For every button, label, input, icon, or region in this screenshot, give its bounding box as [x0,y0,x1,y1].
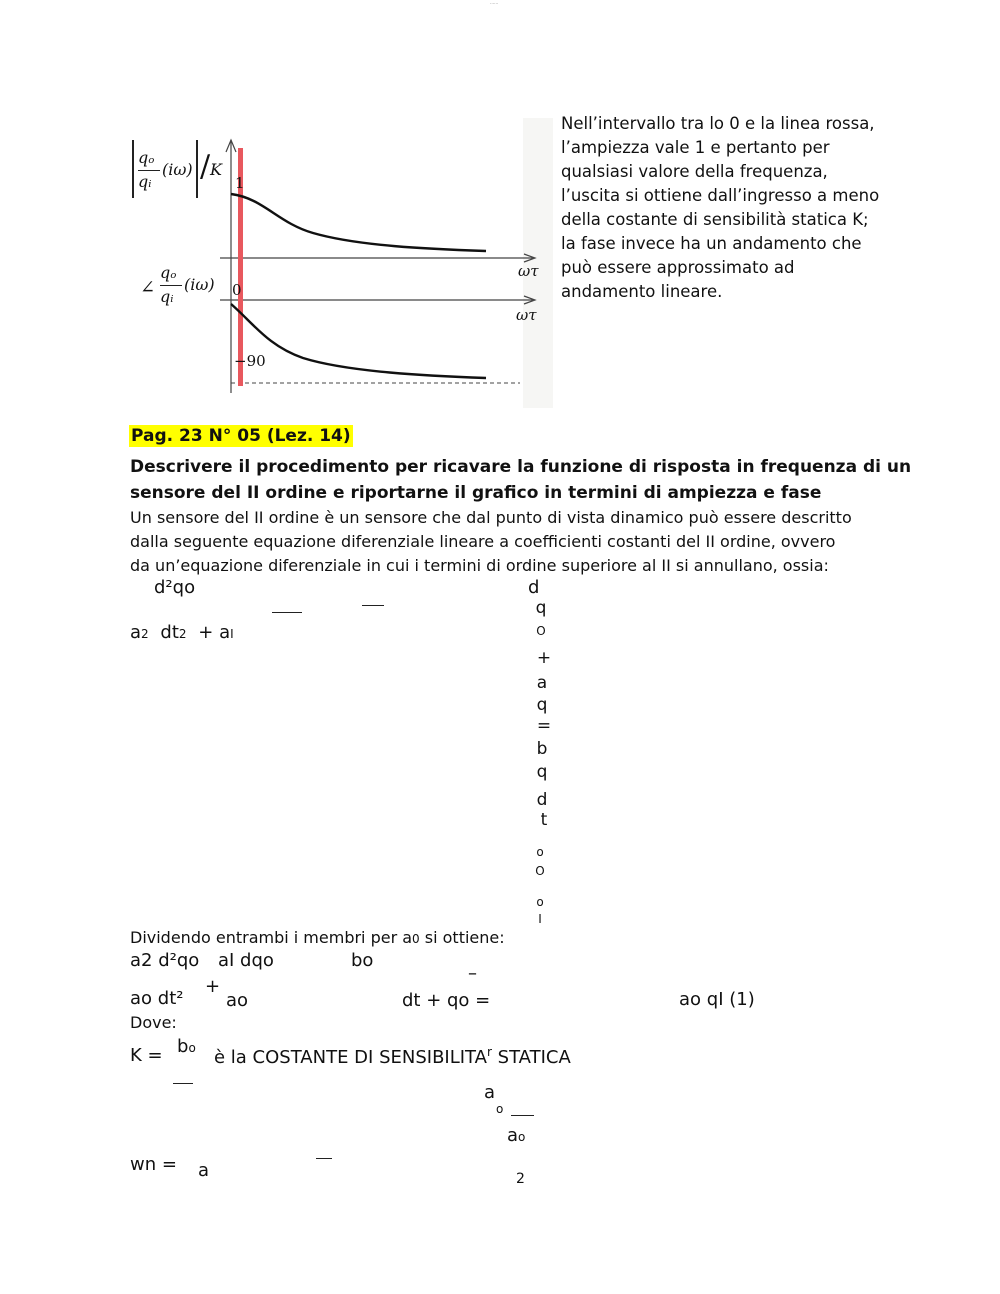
ao-bottom [507,1125,525,1146]
abs-bar-left [132,140,134,198]
eq1-bar-2 [362,605,384,606]
axis-label-top: ωτ [518,262,539,280]
eq1-vchar: I [538,912,542,926]
k-text-sup: r [486,1045,492,1059]
side-text [561,112,879,304]
eq1-vchar: a [536,673,548,693]
wn-a: a [198,1160,210,1181]
eq1-vchar: q [536,695,548,715]
k-text [214,1045,571,1068]
eq1-dt: dt [160,622,179,643]
eq1-vchar: d [536,790,548,810]
side-text-line: Nell’intervallo tra lo 0 e la linea rossa, [561,114,875,133]
phase-frac-den: qᵢ [160,287,174,306]
intro-paragraph [130,506,852,578]
side-text-line: l’ampiezza vale 1 e pertanto per [561,138,830,157]
header-mark: ...... [490,0,499,6]
mag-frac-num: qₒ [138,148,155,167]
intro-line: Un sensore del II ordine è un sensore che dal punto di vista dinamico può essere descritto [130,508,852,527]
phase-paren: (iω) [184,275,215,294]
intro-line: da un’equazione diferenziale in cui i termini di ordine superiore al II si annullano, ossia: [130,556,829,575]
tick-one: 1 [235,174,245,192]
page-number: 2 [516,1171,525,1187]
eq2-b2: ao [226,990,249,1011]
eq1-vchar: b [536,739,548,759]
bode-figure [128,118,553,408]
eq1-left [130,622,234,643]
eq2-t1: a2 d²qo [130,950,200,971]
eq1-numerator: d²qo [154,577,196,598]
angle-symbol: ∠ [140,277,156,298]
eq1-bar-1 [272,612,302,613]
dividing-sub: 0 [412,932,420,946]
k-text-tail: STATICA [491,1047,571,1068]
dividing-after: si ottiene: [419,928,505,947]
eq2-b4: ao qI (1) [679,989,755,1010]
side-text-line: qualsiasi valore della frequenza, [561,162,828,181]
eq1-vchar: o [536,895,544,909]
tick-minus90: −90 [234,352,266,370]
side-text-line: può essere approssimato ad [561,258,795,277]
k-fraction-bar [173,1083,193,1084]
axis-label-bottom: ωτ [516,306,537,324]
phase-curve [231,304,486,378]
side-text-line: l’uscita si ottiene dall’ingresso a meno [561,186,880,205]
side-text-line: della costante di sensibilità statica K; [561,210,869,229]
tick-zero: 0 [232,281,242,299]
side-text-line: la fase invece ha un andamento che [561,234,862,253]
mag-k: K [210,160,222,179]
question-line: sensore del II ordine e riportarne il grafico in termini di ampiezza e fase [130,483,822,503]
eq1-vchar: O [536,624,546,638]
eq1-vchar: q [535,598,547,618]
eq1-plus-a: + a [198,622,231,643]
side-text-line: andamento lineare. [561,282,723,301]
wn-bar [316,1158,332,1159]
eq1-d-top: d [528,577,540,598]
abs-bar-right [196,140,198,198]
wn-lhs: wn = [130,1154,177,1175]
a-block-bar [511,1115,534,1116]
k-text-main: è la COSTANTE DI SENSIBILITA [214,1047,487,1068]
ao-a: a [507,1125,519,1146]
phase-frac-bar [160,285,182,286]
k-lhs: K = [130,1045,163,1066]
ao-sub: o [518,1130,526,1144]
question-line: Descrivere il procedimento per ricavare la funzione di risposta in frequenza di un [130,457,912,477]
dove-label: Dove: [130,1013,177,1032]
k-num-b: b [177,1036,189,1057]
eq2-plus: + [205,976,221,997]
eq1-a-sub: 2 [141,627,149,641]
intro-line: dalla seguente equazione diferenziale lineare a coefficienti costanti del II ordine, ovvero [130,532,836,551]
eq1-a1-sub: I [230,627,234,641]
a-top: a [484,1082,496,1103]
eq1-vchar: t [540,810,548,830]
eq2-t3: bo [351,950,374,971]
mag-slash: / [200,149,211,184]
dividing-before: Dividendo entrambi i membri per a [130,928,413,947]
mag-paren: (iω) [162,160,193,179]
dividing-text [130,926,505,951]
question-heading [130,454,911,506]
phase-frac-num: qₒ [160,263,177,282]
eq1-vchar: o [536,845,544,859]
eq1-vchar: q [536,762,548,782]
eq2-dash: – [468,963,477,984]
page-reference: Pag. 23 N° 05 (Lez. 14) [131,426,351,446]
mag-frac-den: qᵢ [138,172,152,191]
magnitude-curve [231,194,486,251]
eq2-b1: ao dt² [130,988,184,1009]
eq2-t2: aI dqo [218,950,274,971]
k-num-sub: o [188,1041,196,1055]
eq1-vchar: O [535,864,545,878]
eq1-dt-sub: 2 [178,627,187,641]
eq1-vchar: + [536,648,552,668]
eq1-vchar: = [536,716,552,736]
mag-frac-bar [138,170,160,171]
eq1-a: a [130,622,142,643]
k-num [177,1036,196,1057]
o-small: o [496,1102,504,1116]
eq2-b3: dt + qo = [402,990,491,1011]
